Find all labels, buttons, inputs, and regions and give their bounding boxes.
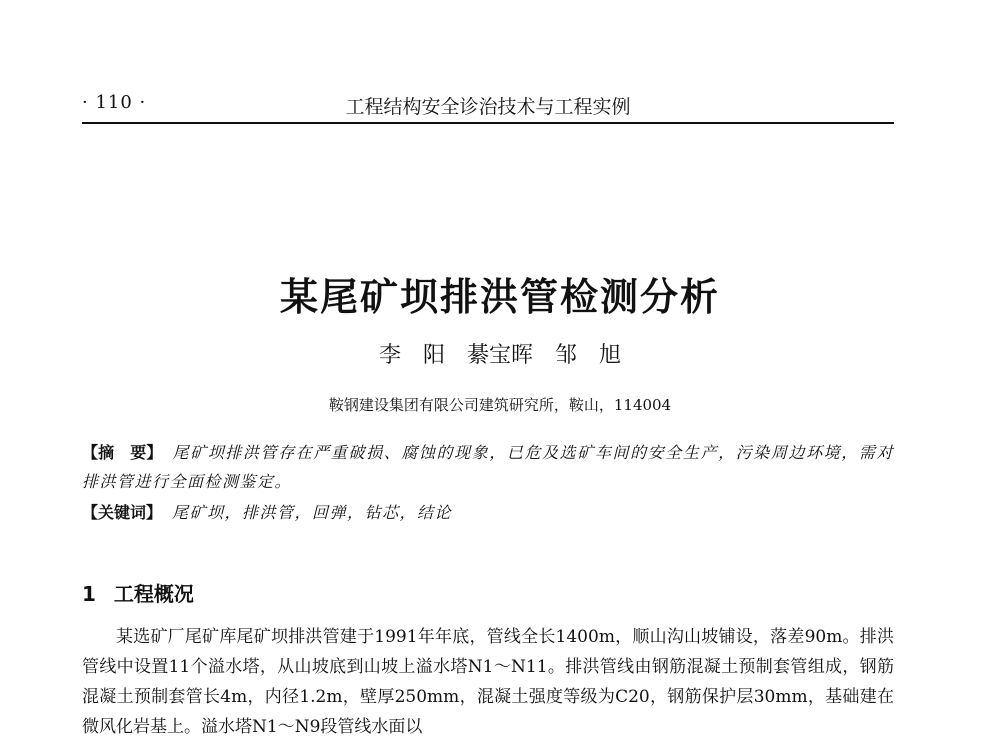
section-title: 工程概况 [113,582,194,606]
book-title: 工程结构安全诊治技术与工程实例 [345,96,631,118]
page-number: · 110 · [82,92,147,113]
keywords-label: 【关键词】 [82,503,163,522]
abstract-text: 尾矿坝排洪管存在严重破损、腐蚀的现象，已危及选矿车间的安全生产，污染周边环境，需对排洪管进行全面检测鉴定。 [82,443,894,491]
abstract-label: 【摘 要】 [82,443,163,462]
abstract [82,438,894,496]
article-title: 某尾矿坝排洪管检测分析 [279,275,720,319]
keywords [82,498,894,527]
section-number: 1 [82,582,96,606]
section-heading [82,578,194,607]
authors: 李 阳 綦宝晖 邹 旭 [378,343,621,368]
affiliation: 鞍钢建设集团有限公司建筑研究所，鞍山，114004 [328,396,672,414]
running-header [82,90,894,124]
body-paragraph: 某选矿厂尾矿库尾矿坝排洪管建于1991年年底，管线全长1400m，顺山沟山坡铺设，落差90m。排洪管线中设置11个溢水塔，从山坡底到山坡上溢水塔N1～N11。排洪管线由钢筋混凝土预制套管组成，钢筋混凝土预制套管长4m，内径1.2m，壁厚250mm，混凝土强度等级为C20，钢筋保护层30mm，基础建在微风化岩基上。溢水塔N1～N9段管线水面以 [82,627,894,737]
keywords-text: 尾矿坝，排洪管，回弹，钻芯，结论 [172,503,453,522]
